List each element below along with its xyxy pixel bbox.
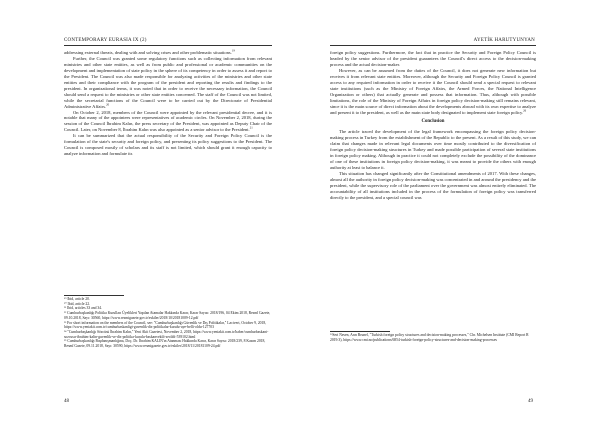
footnotes (64, 297, 272, 349)
paragraph: Further, the Council was granted some regulatory functions such as collecting information from relevant ministries and other state entities, as well as from public and professional or academic communities on the development and implementation of state policy in the sphere of its competency in order to assess it and report to the President. The Council was also made responsible for analyzing activities of the ministries and other state entities and their compliance with the program of the president and reporting the results and findings to the president. In organizational terms, it was noted that in order to receive the necessary information, the Council should send a request to the ministries or other state entities concerned. The staff of the Council was not limited, while the secretarial functions of the Council were to be carried out by the Directorate of Presidential Administrative Affairs.$^{20}$ (64, 55, 272, 109)
body-text (64, 50, 272, 157)
right-page (300, 0, 600, 424)
footnote: ²⁴ "Cumhurbaşkanlığı Sözcüsü İbrahim Kalın," Yeni Akit Gazetesi, November 2, 2018, https://www.yeniakit.com.tr/haber/cumhurbaskani-sozcusu-ibrahim-kalin-guvenlik-ve-dis-politika-kurulu-baskanvekili-secildi-539102.html (64, 329, 269, 339)
footnote-rule (330, 331, 390, 332)
paragraph: addressing external threats, dealing with and solving crises and other problematic situations.$^{19}$ (64, 48, 235, 55)
footnote: ²³ For short information on the members of the Council, see: "Cumhurbaşkanlığı Güvenlik ve Dış Politikalar," Lacivert, October 9, 2018, https://www.yeniakit.com.tr/cumhurbaskanligi-guvenlik-dis-politikalar-kurulu-uye-belli-oldu-127703 (64, 320, 267, 330)
header-rule (330, 45, 536, 46)
body-text (330, 50, 536, 201)
section-heading: Conclusion (421, 119, 445, 125)
footnote-ref: 21 (249, 125, 253, 130)
footnotes (330, 333, 536, 342)
footnote-rule (64, 295, 124, 296)
footnote: ²⁶Seri Nesen, Arın Brunel, "Turkish foreign policy structures and decision-making processes," Chr. Michelsen Institute (CMI Report R 2019:3), https://www.cmi.no/publications/6854-turkish-foreign-policy-structures-and-decision-making-processes (330, 333, 529, 342)
footnote: ²⁰ Ibid, article 22. (64, 301, 91, 306)
footnote: ¹⁹ Ibid, article 20. (64, 297, 90, 301)
footnote: ²² Cumhurbaşkanlığı Politika Kurulları Üyelikleri Yapılan Atamalar Hakkında Karar, Karar Sayısı: 2018/196, 04 Ekim 2018, Resmî Gazete, 09.10.2018, Sayı: 30560, https://www.resmigazete.gov.tr/eskiler/2018/10/20181009-12.pdf (64, 311, 271, 320)
page-number: 48 (64, 399, 69, 404)
page-number: 49 (528, 399, 533, 404)
paragraph: However, as can be assumed from the duties of the Council, it does not generate new information but receives it from relevant state entities. Moreover, although the Security and Foreign Policy Council is granted access to any required information in order to receive it the Council should send a special request to relevant state institutions (such as the Ministry of Foreign Affairs, the Armed Forces, the National Intelligence Organization or others) that actually generate and possess that information. Thus, although with possible limitations, the role of the Ministry of Foreign Affairs in foreign policy decision-making still remains relevant, since it is the main source of direct information about the developments abroad with its own expertise to analyze and present it to the president, as well as the main state body designated to implement state foreign policy.$^{26}$ (330, 67, 536, 115)
paragraph: On October 2, 2018, members of the Council were appointed by the relevant presidential decree, and it is notable that many of the appointees were representatives of academic circles. On November 2, 2018, during the session of the Council İbrahim Kalın, the press secretary of the President, was appointed as Deputy Chair of the Council. Later, on November 8, İbrahim Kalın was also appointed as a senior advisor to the President.$^{21}$ (64, 109, 272, 133)
running-header: AYETİK HARUTYUNYAN (473, 38, 535, 43)
footnote-ref: 19 (231, 48, 235, 53)
footnote: ²⁵ Cumhurbaşkanlığı Başdanışmanlığına, Doç. Dr. İbrahim KALIN'ın Atanması Hakkında Karar, Karar Sayısı: 2018/239, 8 Kasım 2018, Resmî Gazete, 09.11.2018, Sayı: 30590, https://www.resmigazete.gov.tr/eskiler/2018/11/20181109-24.pdf (64, 339, 266, 349)
footnote-ref: 20 (106, 102, 110, 107)
paragraph: This situation has changed significantly after the Constitutional amendments of 2017. With these changes, almost all the authority in foreign policy decision-making was concentrated in and around the presidency and the president, while the supervisory role of the parliament over the government was almost entirely eliminated. The accountability of all institutions included in the process of the formulation of foreign policy was transferred directly to the president, and a special council was (330, 171, 536, 200)
paragraph: foreign policy suggestions. Furthermore, the fact that in practice the Security and Foreign Policy Council is headed by the senior advisor of the president guarantees the Council's direct access to the decision-making process and the actual decision-maker. (330, 50, 536, 67)
paragraph: It can be summarized that the actual responsibility of the Security and Foreign Policy Council is the formulation of the state's security and foreign policy, and presenting its policy suggestions to the President. The Council is composed mostly of scholars and its staff is not limited, which should grant it enough capacity to analyze information and formulate its (64, 133, 272, 157)
running-header: CONTEMPORARY EURASIA IX (2) (64, 38, 147, 43)
footnote: ²¹ Ibid, articles 33 and 34. (64, 306, 102, 311)
paragraph: The article traced the development of the legal framework encompassing the foreign policy decision-making process in Turkey from the establishment of the Republic to the present. As a result of this study, we can claim that changes made in relevant legal documents over time mostly contributed to the diversification of foreign policy decision-making structures in Turkey and made possible participation of several state institutions in foreign policy making. Although in practice it could not completely exclude the possibility of the dominance of one of these institutions in foreign policy decision-making, it was meant to provide the others with enough authority at least to balance it. (330, 129, 536, 171)
header-rule (64, 45, 272, 46)
footnote-ref: 26 (523, 108, 527, 113)
